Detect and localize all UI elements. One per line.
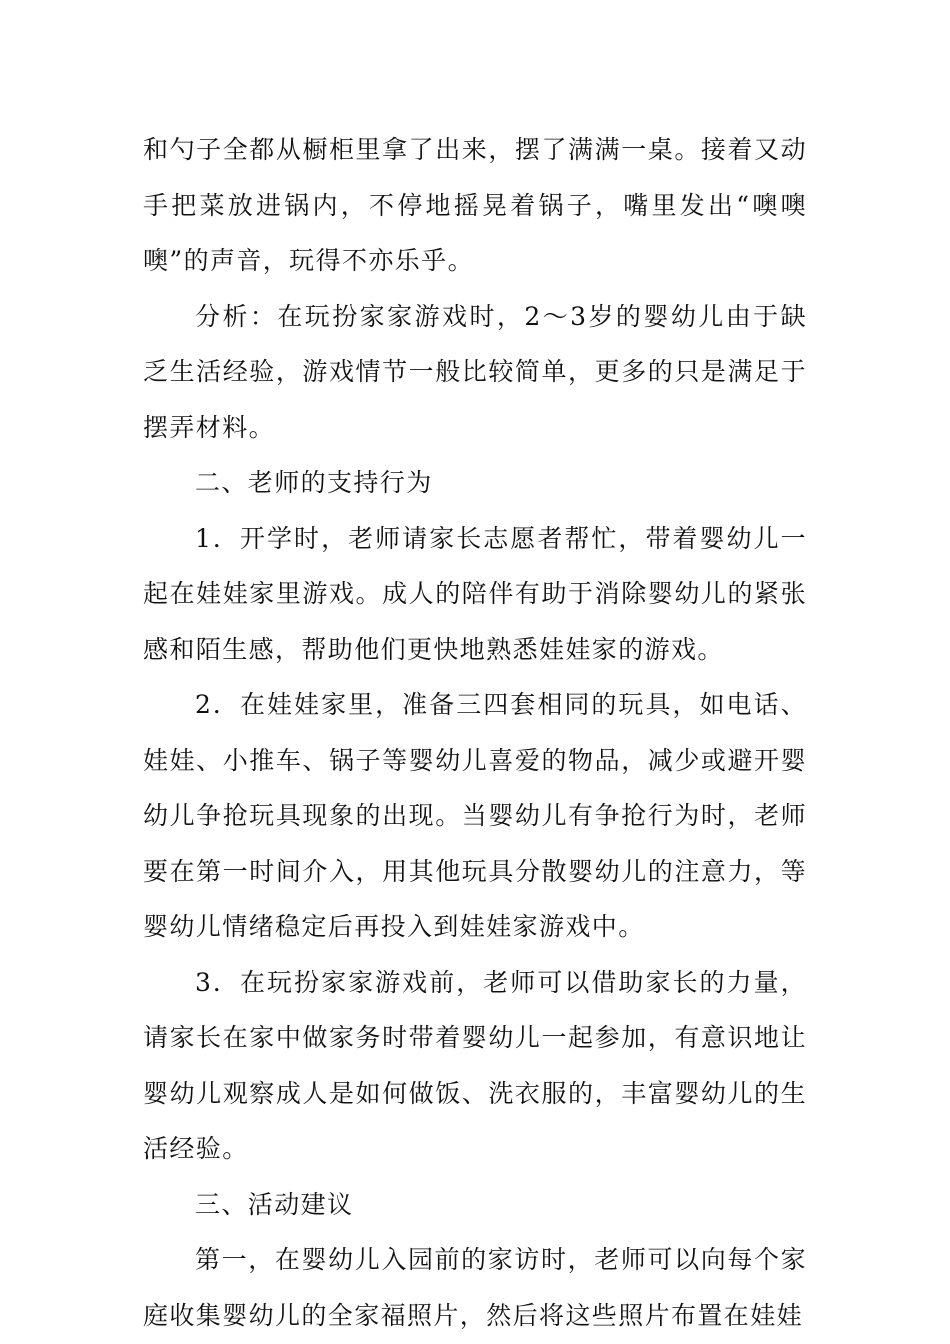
- paragraph-support-item-1: 1．开学时，老师请家长志愿者帮忙，带着婴幼儿一起在娃娃家里游戏。成人的陪伴有助于消除婴幼儿的紧张感和陌生感，帮助他们更快地熟悉娃娃家的游戏。: [143, 523, 807, 664]
- document-body: [143, 122, 807, 1343]
- section-heading-teacher-support: 二、老师的支持行为: [195, 468, 433, 497]
- paragraph-continuation: 和勺子全都从橱柜里拿了出来，摆了满满一桌。接着又动手把菜放进锅内，不停地摇晃着锅子，嘴里发出“噢噢噢”的声音，玩得不亦乐乎。: [143, 135, 807, 275]
- paragraph-support-item-2: 2．在娃娃家里，准备三四套相同的玩具，如电话、娃娃、小推车、锅子等婴幼儿喜爱的物品，减少或避开婴幼儿争抢玩具现象的出现。当婴幼儿有争抢行为时，老师要在第一时间介入，用其他玩具分散婴幼儿的注意力，等婴幼儿情绪稳定后再投入到娃娃家游戏中。: [143, 690, 807, 941]
- paragraph-suggestion-1: 第一，在婴幼儿入园前的家访时，老师可以向每个家庭收集婴幼儿的全家福照片，然后将这些照片布置在娃娃: [143, 1245, 807, 1330]
- paragraph-analysis: 分析：在玩扮家家游戏时，2～3岁的婴幼儿由于缺乏生活经验，游戏情节一般比较简单，更多的只是满足于摆弄材料。: [143, 301, 807, 442]
- section-heading-activity-suggestions: 三、活动建议: [195, 1189, 354, 1219]
- paragraph-support-item-3: 3．在玩扮家家游戏前，老师可以借助家长的力量，请家长在家中做家务时带着婴幼儿一起参加，有意识地让婴幼儿观察成人是如何做饭、洗衣服的，丰富婴幼儿的生活经验。: [143, 967, 807, 1163]
